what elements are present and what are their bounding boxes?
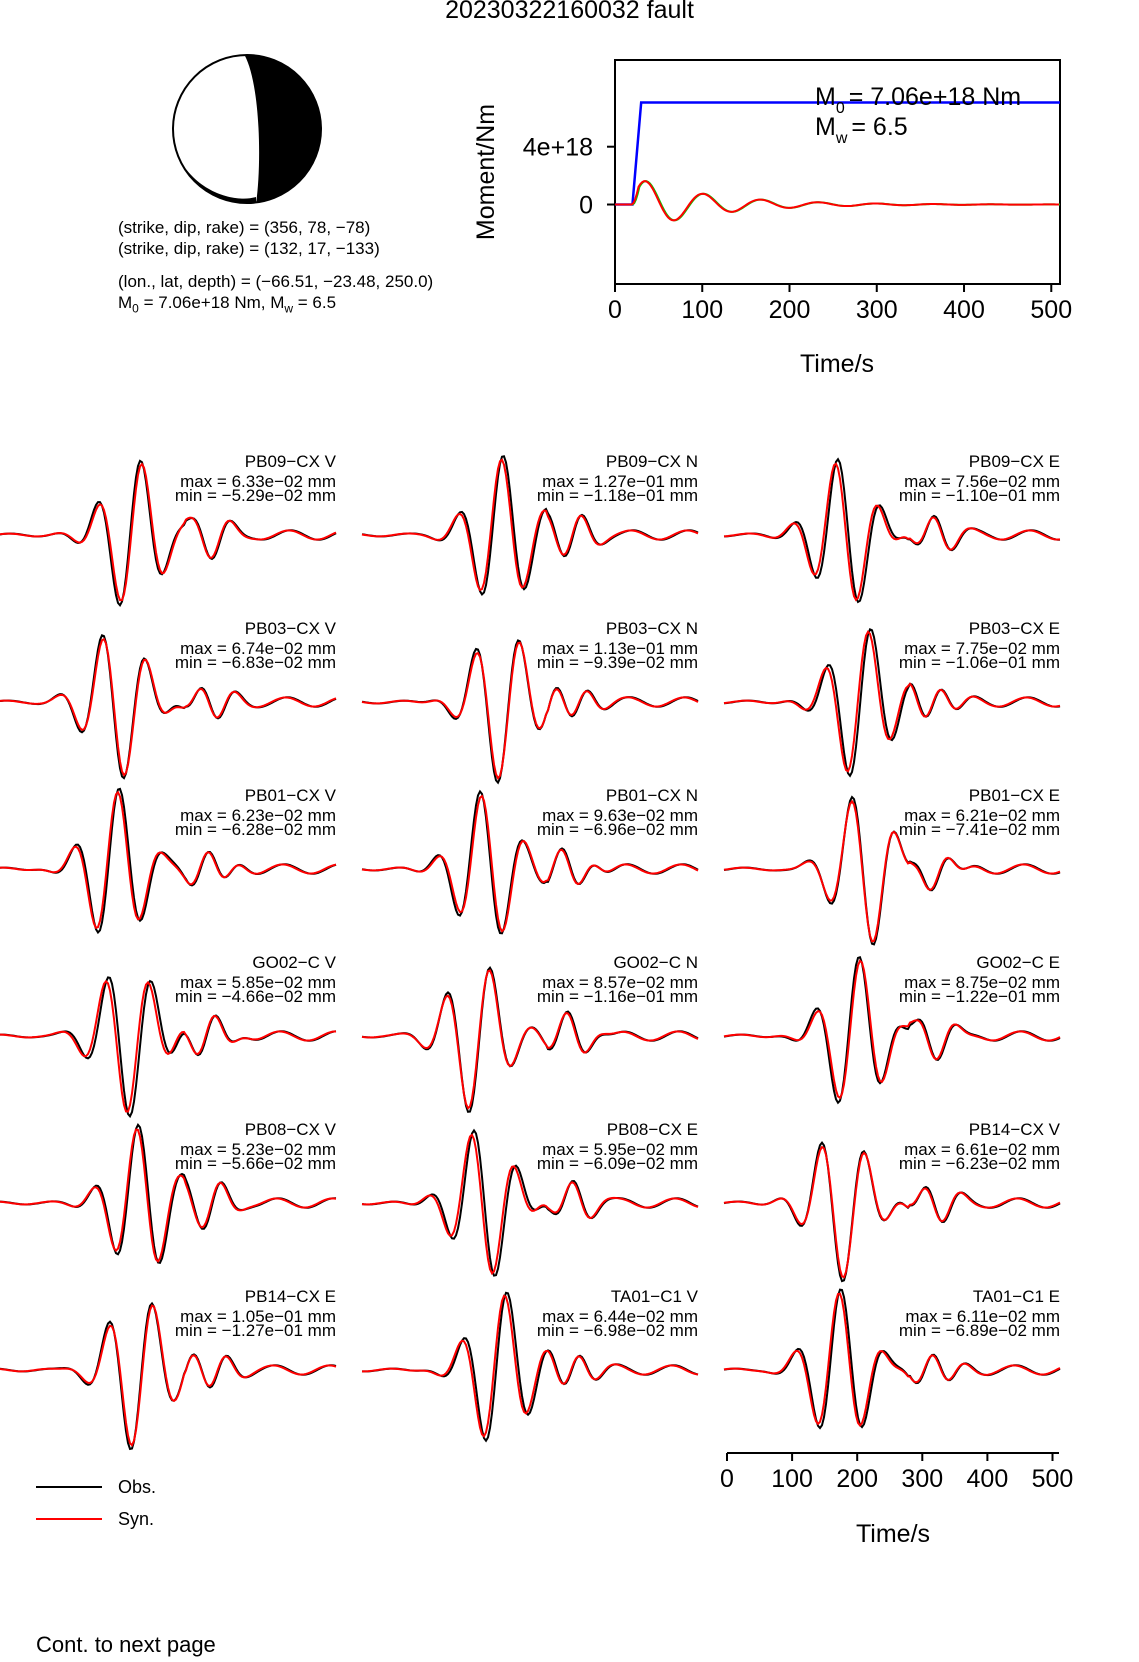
trace-max-label: max = 1.13e−01 mm bbox=[542, 639, 698, 658]
trace-max-label: max = 1.27e−01 mm bbox=[542, 472, 698, 491]
trace-panel bbox=[362, 452, 698, 594]
trace-min-label: min = −6.83e−02 mm bbox=[174, 653, 336, 672]
trace-panel bbox=[724, 1287, 1060, 1428]
trace-min-label: min = −6.23e−02 mm bbox=[898, 1154, 1060, 1173]
trace-panel bbox=[724, 1120, 1061, 1281]
beachball bbox=[170, 52, 324, 206]
stf-red-line bbox=[614, 181, 1059, 220]
trace-min-label: min = −1.10e−01 mm bbox=[898, 486, 1060, 505]
trace-station-label: TA01−C1 V bbox=[610, 1287, 698, 1306]
trace-panel bbox=[0, 953, 337, 1116]
moment-chart bbox=[472, 50, 1139, 410]
trace-min-label: min = −6.98e−02 mm bbox=[536, 1321, 698, 1340]
trace-panel bbox=[362, 953, 698, 1112]
trace-panel bbox=[0, 1287, 336, 1449]
waveform-grid bbox=[0, 452, 1139, 1620]
moment-ylabel: Moment/Nm bbox=[472, 103, 500, 241]
trace-panel bbox=[362, 1120, 698, 1276]
moment-m0-annotation: $M_0 = 7.06e+18$ Nm bbox=[815, 83, 1022, 117]
trace-max-label: max = 6.33e−02 mm bbox=[180, 472, 336, 491]
trace-xtick-label: 500 bbox=[1031, 1465, 1074, 1493]
moment-ytick-label: 4e+18 bbox=[522, 133, 593, 162]
trace-min-label: min = −6.96e−02 mm bbox=[536, 820, 698, 839]
trace-xtick-label: 400 bbox=[966, 1465, 1009, 1493]
trace-station-label: PB03−CX V bbox=[244, 619, 336, 638]
trace-panel bbox=[0, 452, 337, 605]
trace-xtick-label: 300 bbox=[901, 1465, 944, 1493]
trace-station-label: PB03−CX E bbox=[968, 619, 1060, 638]
trace-min-label: min = −6.89e−02 mm bbox=[898, 1321, 1060, 1340]
cumulative-moment-line bbox=[615, 102, 1060, 204]
trace-panel bbox=[724, 786, 1060, 944]
trace-min-label: min = −1.18e−01 mm bbox=[536, 486, 698, 505]
trace-panel bbox=[0, 619, 337, 778]
trace-max-label: max = 6.23e−02 mm bbox=[180, 806, 336, 825]
trace-panel bbox=[362, 619, 698, 783]
trace-station-label: GO02−C E bbox=[976, 953, 1060, 972]
trace-max-label: max = 5.23e−02 mm bbox=[180, 1140, 336, 1159]
trace-panel bbox=[362, 786, 698, 933]
trace-max-label: max = 8.75e−02 mm bbox=[904, 973, 1060, 992]
trace-xtick-label: 100 bbox=[771, 1465, 813, 1493]
trace-max-label: max = 1.05e−01 mm bbox=[180, 1307, 336, 1326]
trace-station-label: PB09−CX E bbox=[968, 452, 1060, 471]
trace-station-label: GO02−C V bbox=[252, 953, 336, 972]
trace-max-label: max = 7.56e−02 mm bbox=[904, 472, 1060, 491]
trace-station-label: PB09−CX V bbox=[244, 452, 336, 471]
trace-min-label: min = −4.66e−02 mm bbox=[174, 987, 336, 1006]
trace-max-label: max = 7.75e−02 mm bbox=[904, 639, 1060, 658]
trace-max-label: max = 8.57e−02 mm bbox=[542, 973, 698, 992]
trace-xtick-label: 200 bbox=[836, 1465, 879, 1493]
legend bbox=[30, 1478, 230, 1538]
moment-xtick-label: 200 bbox=[768, 296, 811, 324]
moment-xtick-label: 0 bbox=[608, 296, 622, 324]
moment-magnitude-text: $M_0 = 7.06e+18$ Nm, $M_w = 6.5$ bbox=[118, 293, 337, 316]
trace-station-label: GO02−C N bbox=[613, 953, 698, 972]
trace-max-label: max = 6.11e−02 mm bbox=[905, 1307, 1060, 1326]
trace-panel bbox=[0, 786, 337, 932]
moment-xtick-label: 100 bbox=[681, 296, 724, 324]
moment-xtick-label: 400 bbox=[943, 296, 985, 324]
continuation-note: Cont. to next page bbox=[36, 1632, 216, 1657]
trace-min-label: min = −9.39e−02 mm bbox=[536, 653, 698, 672]
legend-obs-label: Obs. bbox=[118, 1477, 157, 1497]
trace-station-label: TA01−C1 E bbox=[972, 1287, 1060, 1306]
trace-max-label: max = 9.63e−02 mm bbox=[542, 806, 698, 825]
trace-panel bbox=[362, 1287, 699, 1441]
trace-min-label: min = −1.27e−01 mm bbox=[174, 1321, 336, 1340]
hypocenter: (lon., lat, depth) = (−66.51, −23.48, 250.0) bbox=[118, 272, 434, 291]
trace-max-label: max = 6.61e−02 mm bbox=[904, 1140, 1060, 1159]
trace-min-label: min = −1.22e−01 mm bbox=[898, 987, 1060, 1006]
moment-mw-annotation: $M_w = 6.5$ bbox=[815, 113, 908, 147]
trace-station-label: PB14−CX E bbox=[244, 1287, 336, 1306]
trace-max-label: max = 5.95e−02 mm bbox=[542, 1140, 698, 1159]
trace-xlabel: Time/s bbox=[855, 1520, 931, 1548]
trace-panel bbox=[0, 1120, 337, 1263]
trace-station-label: PB08−CX E bbox=[606, 1120, 698, 1139]
trace-max-label: max = 5.85e−02 mm bbox=[180, 973, 336, 992]
trace-panel bbox=[724, 452, 1060, 602]
trace-station-label: PB14−CX V bbox=[968, 1120, 1060, 1139]
trace-min-label: min = −1.06e−01 mm bbox=[898, 653, 1060, 672]
trace-min-label: min = −5.29e−02 mm bbox=[174, 486, 336, 505]
nodal-plane-1: (strike, dip, rake) = (356, 78, −78) bbox=[118, 218, 371, 237]
moment-xlabel: Time/s bbox=[799, 350, 875, 378]
trace-station-label: PB08−CX V bbox=[244, 1120, 336, 1139]
trace-panel bbox=[724, 619, 1060, 776]
trace-station-label: PB09−CX N bbox=[605, 452, 698, 471]
legend-syn-label: Syn. bbox=[118, 1509, 155, 1529]
trace-panel bbox=[724, 953, 1060, 1103]
trace-station-label: PB03−CX N bbox=[605, 619, 698, 638]
moment-ytick-label: 0 bbox=[579, 191, 593, 220]
trace-min-label: min = −7.41e−02 mm bbox=[898, 820, 1060, 839]
moment-xtick-label: 500 bbox=[1030, 296, 1073, 324]
trace-max-label: max = 6.74e−02 mm bbox=[180, 639, 336, 658]
nodal-plane-2: (strike, dip, rake) = (132, 17, −133) bbox=[118, 239, 380, 258]
trace-min-label: min = −5.66e−02 mm bbox=[174, 1154, 336, 1173]
trace-station-label: PB01−CX E bbox=[968, 786, 1060, 805]
trace-min-label: min = −6.09e−02 mm bbox=[536, 1154, 698, 1173]
page-title: 20230322160032 fault bbox=[445, 0, 694, 24]
trace-station-label: PB01−CX V bbox=[244, 786, 336, 805]
trace-max-label: max = 6.44e−02 mm bbox=[542, 1307, 698, 1326]
trace-xtick-label: 0 bbox=[720, 1465, 734, 1493]
trace-max-label: max = 6.21e−02 mm bbox=[904, 806, 1060, 825]
trace-min-label: min = −1.16e−01 mm bbox=[536, 987, 698, 1006]
moment-xtick-label: 300 bbox=[855, 296, 898, 324]
trace-min-label: min = −6.28e−02 mm bbox=[174, 820, 336, 839]
trace-station-label: PB01−CX N bbox=[605, 786, 698, 805]
